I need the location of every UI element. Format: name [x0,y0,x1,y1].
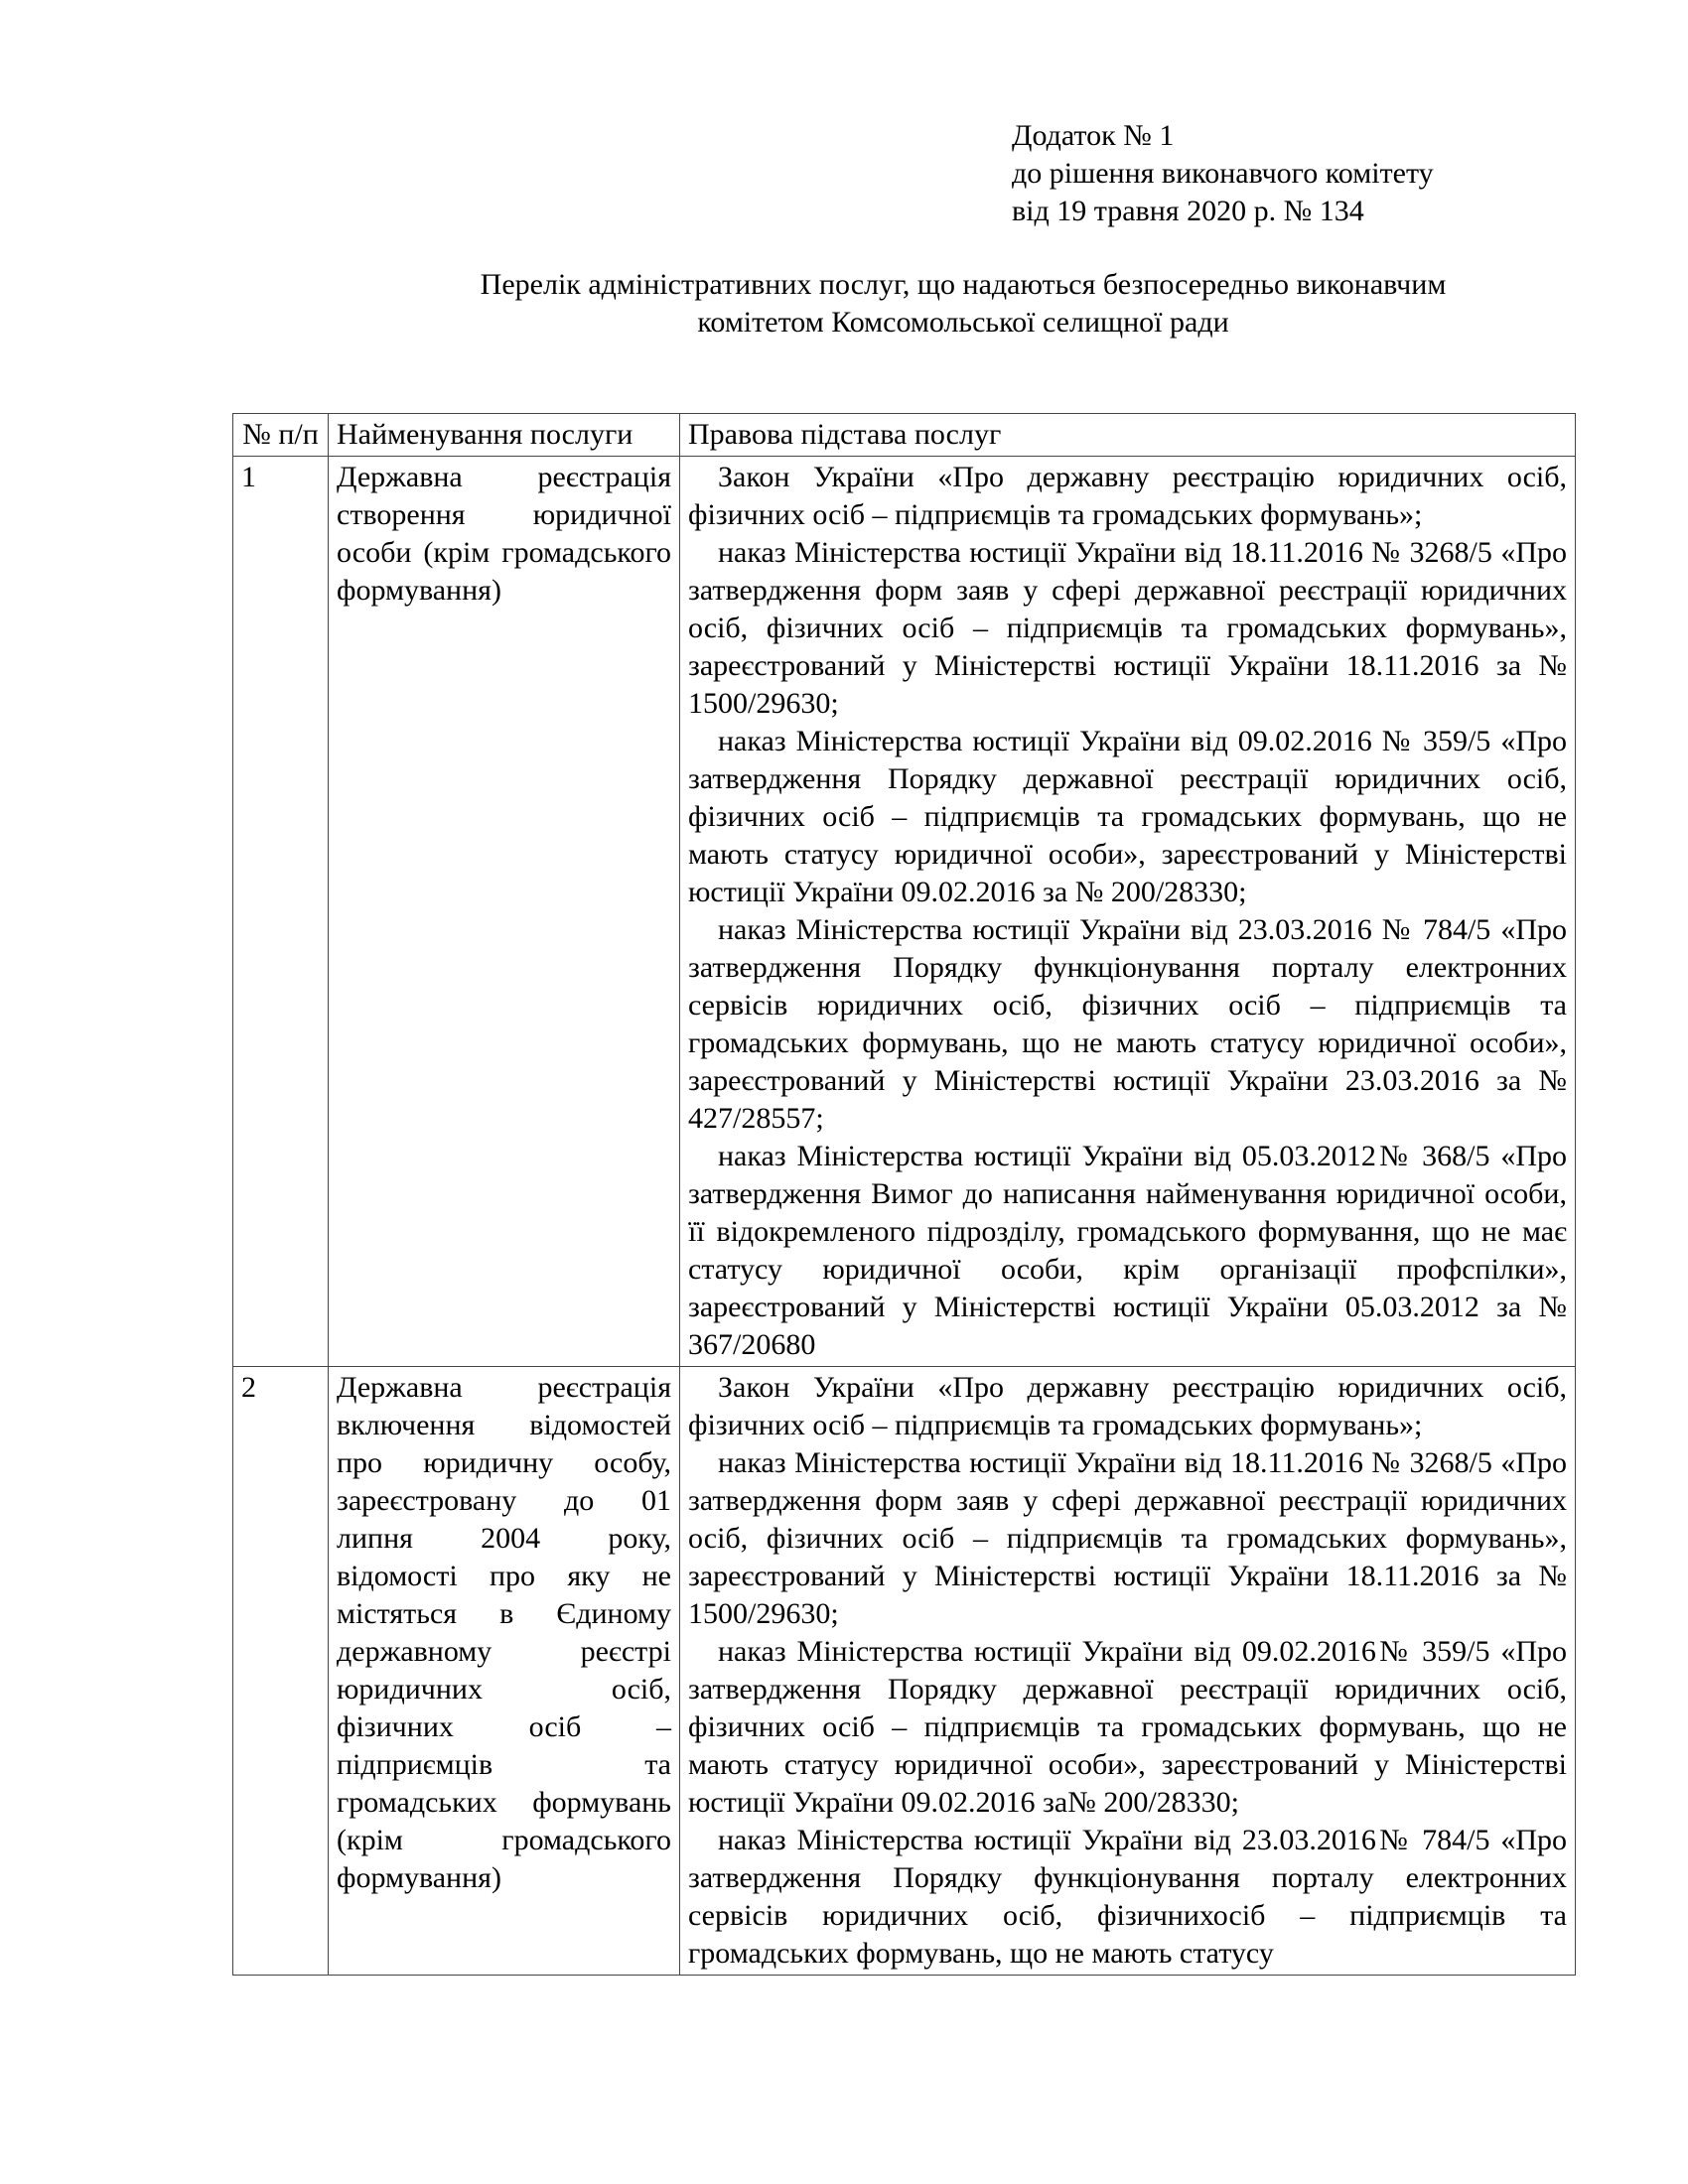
addendum-block [1012,117,1434,230]
legal-basis-cell [680,457,1576,1367]
service-name: Державна реєстрація створення юридичної особи (крім громадського формування) [329,457,680,1367]
table-row [233,457,1576,1367]
legal-basis-item: наказ Міністерства юстиції України від 09.02.2016№ 359/5 «Про затвердження Порядку державної реєстрації юридичних осіб, фізичних осіб – підприємців та громадських формувань, що не мають статусу юридичної особи», зареєстрований у Міністерстві юстиції України 09.02.2016 за№ 200/28330; [688,1635,1567,1819]
addendum-date: від 19 травня 2020 р. № 134 [1012,195,1364,227]
legal-basis-item: наказ Міністерства юстиції України від 09.02.2016 № 359/5 «Про затвердження Порядку державної реєстрації юридичних осіб, фізичних осіб – підприємців та громадських формувань, що не мають статусу юридичної особи», зареєстрований у Міністерстві юстиції України 09.02.2016 за № 200/28330; [688,725,1567,908]
title-line-1: Перелік адміністративних послуг, що надаються безпосередньо виконавчим [480,268,1447,301]
row-number: 1 [233,457,329,1367]
legal-basis-item: наказ Міністерства юстиції України від 05.03.2012№ 368/5 «Про затвердження Вимог до написання найменування юридичної особи, її відокремленого підрозділу, громадського формування, що не має статусу юридичної особи, крім організації профспілки», зареєстрований у Міністерстві юстиції України 05.03.2012 за № 367/20680 [688,1140,1567,1361]
legal-basis-item: наказ Міністерства юстиції України від 18.11.2016 № 3268/5 «Про затвердження форм заяв у сфері державної реєстрації юридичних осіб, фізичних осіб – підприємців та громадських формувань», зареєстрований у Міністерстві юстиції України 18.11.2016 за № 1500/29630; [688,536,1567,720]
header-service-name: Найменування послуги [329,414,680,457]
row-number: 2 [233,1367,329,1976]
service-name: Державна реєстрація включення відомостей про юридичну особу, зареєстровану до 01 липня 2004 року, відомості про яку не містяться в Єдиному державному реєстрі юридичних осіб, фізичних осіб – підприємців та громадських формувань (крім громадського формування) [329,1367,680,1976]
header-number: № п/п [233,414,329,457]
legal-basis-item: Закон України «Про державну реєстрацію юридичних осіб, фізичних осіб – підприємців та громадських формувань»; [688,461,1567,531]
header-legal-basis: Правова підстава послуг [680,414,1576,457]
table-header-row [233,414,1576,457]
legal-basis-item: наказ Міністерства юстиції України від 23.03.2016№ 784/5 «Про затвердження Порядку функціонування порталу електронних сервісів юридичних осіб, фізичнихосіб – підприємців та громадських формувань, що не мають статусу [688,1824,1567,1970]
addendum-number: Додаток № 1 [1012,119,1175,152]
services-table [232,413,1576,1976]
legal-basis-cell [680,1367,1576,1976]
document-title [357,266,1569,341]
table-row [233,1367,1576,1976]
title-line-2: комітетом Комсомольської селищної ради [697,306,1229,339]
addendum-reference: до рішення виконавчого комітету [1012,157,1434,190]
legal-basis-item: наказ Міністерства юстиції України від 18.11.2016 № 3268/5 «Про затвердження форм заяв у сфері державної реєстрації юридичних осіб, фізичних осіб – підприємців та громадських формувань», зареєстрований у Міністерстві юстиції України 18.11.2016 за № 1500/29630; [688,1446,1567,1630]
legal-basis-item: Закон України «Про державну реєстрацію юридичних осіб, фізичних осіб – підприємців та громадських формувань»; [688,1371,1567,1441]
legal-basis-item: наказ Міністерства юстиції України від 23.03.2016 № 784/5 «Про затвердження Порядку функціонування порталу електронних сервісів юридичних осіб, фізичних осіб – підприємців та громадських формувань, що не мають статусу юридичної особи», зареєстрований у Міністерстві юстиції України 23.03.2016 за № 427/28557; [688,913,1567,1135]
